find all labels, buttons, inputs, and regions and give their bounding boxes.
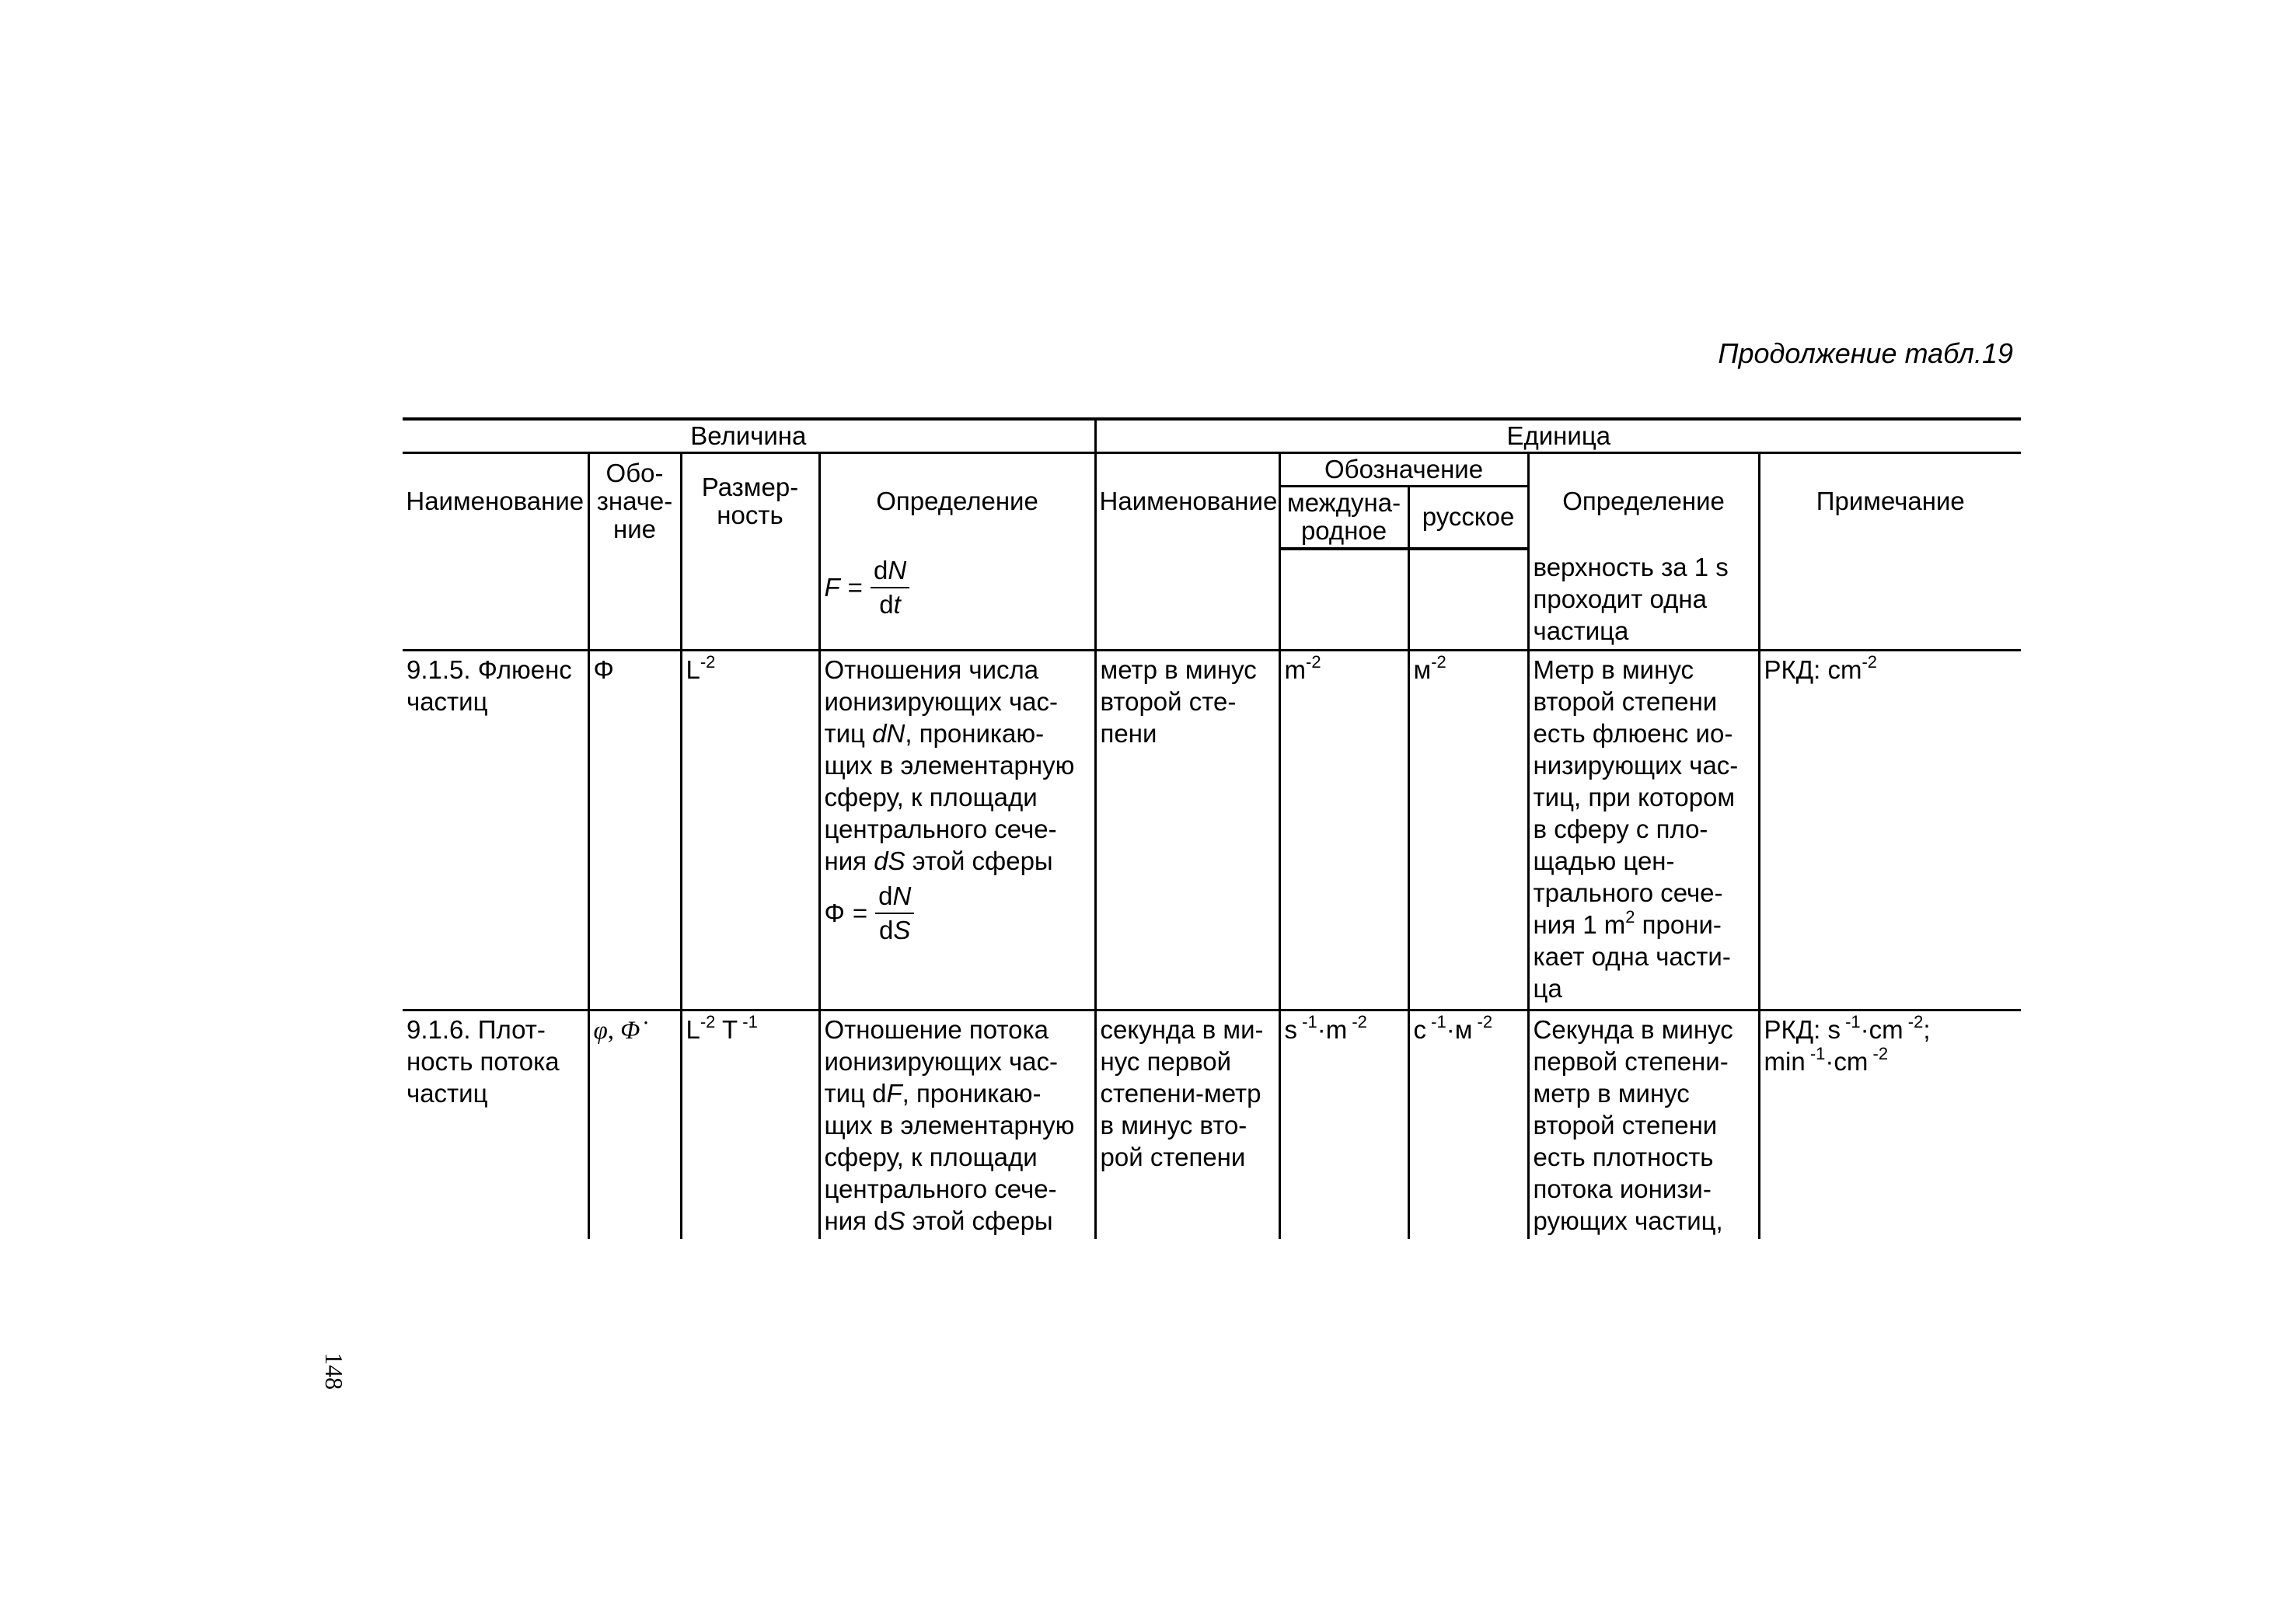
dimension-base: L — [686, 1014, 700, 1044]
unit-exponent: -1 — [1297, 1011, 1317, 1031]
variable-S: S — [888, 1206, 905, 1235]
text-run: ния d — [824, 1206, 888, 1235]
text-line: Отношение потока — [824, 1014, 1049, 1044]
text-line: щих в элементарную — [824, 750, 1075, 780]
header-quantity-definition: Определение — [819, 453, 1095, 549]
header-designation-russian: русское — [1408, 487, 1528, 549]
cell-unit-definition — [1528, 549, 1759, 651]
cell-empty — [1095, 549, 1279, 651]
formula-diff: d — [873, 555, 888, 585]
header-quantity-name: Наименование — [403, 453, 588, 549]
text-line: ионизирующих час- — [824, 1046, 1059, 1076]
cell-designation-russian — [1408, 650, 1528, 1010]
note-text: ; — [1923, 1014, 1931, 1044]
header-dimension-line: ность — [717, 500, 783, 529]
unit-exponent: -2 — [1431, 651, 1446, 672]
text-run: этой сферы — [905, 1206, 1053, 1235]
note-exponent: -1 — [1840, 1011, 1861, 1031]
text-line: 9.1.5. Флюенс — [407, 654, 572, 684]
text-line: центрального сече- — [824, 814, 1057, 843]
formula-fraction — [875, 881, 914, 945]
dimension-exponent: -1 — [738, 1011, 758, 1031]
cell-designation-russian — [1408, 1010, 1528, 1239]
variable-dN: dN — [872, 718, 905, 748]
text-line — [825, 1205, 1090, 1237]
text-run: этой сферы — [905, 846, 1053, 875]
table-row — [403, 650, 2021, 1010]
formula-lhs: F — [824, 573, 840, 602]
cell-empty — [403, 549, 588, 651]
cell-unit-name — [1095, 1010, 1279, 1239]
text-line: потока ионизи- — [1533, 1174, 1712, 1203]
header-international-line: междуна- — [1287, 488, 1401, 518]
unit-exponent: -2 — [1347, 1011, 1367, 1031]
text-line: центрального сече- — [824, 1174, 1057, 1203]
cell-unit-definition — [1528, 1010, 1759, 1239]
unit-base: ·м — [1446, 1014, 1473, 1044]
text-line: верхность за 1 s — [1533, 552, 1729, 581]
unit-exponent: -1 — [1426, 1011, 1446, 1031]
table-row — [403, 549, 2021, 651]
cell-empty — [681, 549, 819, 651]
formula-denominator — [879, 588, 901, 620]
text-line: частиц — [407, 686, 488, 716]
formula-variable: S — [893, 915, 911, 944]
text-line: ионизирующих час- — [824, 686, 1059, 716]
text-line — [825, 717, 1090, 749]
unit-base: m — [1284, 654, 1307, 684]
text-line: второй сте- — [1100, 686, 1237, 716]
text-line: в минус вто- — [1100, 1110, 1247, 1140]
formula-fraction — [871, 556, 909, 620]
text-line: тиц, при котором — [1533, 782, 1736, 811]
variable-F: F — [886, 1078, 902, 1108]
cell-dimension — [681, 650, 819, 1010]
note-text: min — [1764, 1046, 1806, 1076]
formula-equals: = — [852, 899, 868, 927]
text-line: трального сече- — [1533, 878, 1723, 907]
text-line: рующих частиц, — [1533, 1206, 1723, 1235]
formula-lhs: Φ — [824, 899, 845, 927]
header-international-line: родное — [1300, 516, 1387, 546]
formula-numerator — [871, 556, 909, 588]
cell-quantity-name — [403, 1010, 588, 1239]
symbol-separator: , — [607, 1016, 621, 1045]
formula-fluence — [825, 881, 915, 945]
units-table — [403, 417, 2021, 1239]
note-text: РКД: cm — [1764, 654, 1862, 684]
formula-denominator — [879, 914, 910, 945]
text-run: , проникаю- — [902, 1078, 1042, 1108]
formula-numerator — [875, 881, 914, 914]
text-line: рой степени — [1100, 1142, 1246, 1171]
unit-exponent: 2 — [1625, 906, 1635, 927]
text-line: сферу, к площади — [824, 1142, 1038, 1171]
header-designation-international — [1279, 487, 1408, 549]
text-line — [1764, 1045, 2018, 1077]
formula-diff: d — [878, 881, 893, 910]
text-line: метр в минус — [1100, 654, 1257, 684]
text-line: второй степени — [1533, 1110, 1718, 1140]
header-quantity-group: Величина — [403, 419, 1095, 453]
text-line: степени-метр — [1100, 1078, 1261, 1108]
header-symbol-line: значе- — [596, 486, 673, 515]
text-line: есть плотность — [1533, 1142, 1714, 1171]
unit-base: м — [1413, 654, 1432, 684]
header-symbol-line: ние — [612, 514, 656, 543]
unit-base: с — [1413, 1014, 1427, 1044]
symbol-phi: Φ — [593, 654, 614, 684]
dimension-base: T — [715, 1014, 738, 1044]
text-line: второй степени — [1533, 686, 1718, 716]
text-line: низирующих час- — [1533, 750, 1739, 780]
text-run: ния — [824, 846, 874, 875]
text-line: пени — [1100, 718, 1157, 748]
dimension-base: L — [686, 654, 700, 684]
cell-unit-definition — [1528, 650, 1759, 1010]
text-line: проходит одна — [1533, 584, 1707, 613]
text-line — [1764, 1011, 2018, 1045]
unit-exponent: -2 — [1472, 1011, 1493, 1031]
formula-diff: d — [879, 915, 894, 944]
cell-empty — [1408, 549, 1528, 651]
note-text: РКД: s — [1764, 1014, 1841, 1044]
page-number: 148 — [320, 1352, 348, 1390]
cell-designation-international — [1279, 650, 1408, 1010]
text-line: метр в минус — [1533, 1078, 1690, 1108]
unit-base: ·m — [1317, 1014, 1348, 1044]
header-dimension-line: Размер- — [701, 472, 799, 501]
text-line: в сферу с пло- — [1533, 814, 1708, 843]
text-line: щадью цен- — [1533, 846, 1675, 875]
symbol-phi-dot: Φ̇ — [620, 1016, 640, 1045]
text-line — [825, 1077, 1090, 1109]
formula-variable: N — [888, 555, 907, 585]
text-run: ния 1 m — [1533, 909, 1626, 939]
text-line — [825, 845, 1090, 877]
text-line: нус первой — [1100, 1046, 1232, 1076]
text-line: частиц — [407, 1078, 488, 1108]
symbol-phi-lower: φ — [593, 1016, 608, 1045]
header-unit-name: Наименование — [1095, 453, 1279, 549]
cell-dimension — [681, 1010, 819, 1239]
header-unit-designation: Обозначение — [1279, 453, 1528, 487]
text-run: , проникаю- — [905, 718, 1045, 748]
header-unit-group: Единица — [1095, 419, 2021, 453]
text-line: кает одна части- — [1533, 941, 1731, 971]
note-exponent: -2 — [1868, 1043, 1889, 1063]
unit-base: s — [1284, 1014, 1298, 1044]
cell-note — [1759, 1010, 2021, 1239]
formula-flux — [825, 556, 910, 620]
dimension-exponent: -2 — [700, 1011, 716, 1031]
note-text: ·cm — [1825, 1046, 1869, 1076]
note-exponent: -2 — [1862, 651, 1878, 672]
text-line: ца — [1533, 973, 1562, 1003]
formula-diff: d — [879, 589, 894, 619]
note-exponent: -1 — [1805, 1043, 1826, 1063]
header-symbol-line: Обо- — [605, 458, 664, 487]
text-run: прони- — [1635, 909, 1722, 939]
text-line — [1533, 906, 1754, 941]
text-run: тиц — [824, 718, 873, 748]
text-line: Секунда в минус — [1533, 1014, 1733, 1044]
text-line: щих в элементарную — [824, 1110, 1075, 1140]
text-line: есть флюенс ио- — [1533, 718, 1733, 748]
cell-empty — [1279, 549, 1408, 651]
note-text: ·cm — [1860, 1014, 1903, 1044]
cell-note — [1759, 650, 2021, 1010]
cell-quantity-definition — [819, 650, 1095, 1010]
text-line: Отношения числа — [824, 654, 1039, 684]
cell-definition-formula — [819, 549, 1095, 651]
formula-equals: = — [847, 573, 863, 602]
text-line: секунда в ми- — [1100, 1014, 1264, 1044]
formula-variable: N — [892, 881, 912, 910]
cell-quantity-name — [403, 650, 588, 1010]
cell-designation-international — [1279, 1010, 1408, 1239]
header-unit-note: Примечание — [1759, 453, 2021, 549]
text-line: Метр в минус — [1533, 654, 1694, 684]
text-line: ность потока — [407, 1046, 560, 1076]
cell-unit-name — [1095, 650, 1279, 1010]
cell-quantity-definition — [819, 1010, 1095, 1239]
cell-empty — [588, 549, 681, 651]
note-exponent: -2 — [1903, 1011, 1924, 1031]
header-quantity-dimension — [681, 453, 819, 549]
formula-variable: t — [893, 589, 901, 619]
table-row — [403, 1010, 2021, 1239]
table-continuation-caption: Продолжение табл.19 — [1718, 337, 2013, 369]
text-line: первой степени- — [1533, 1046, 1729, 1076]
text-line: 9.1.6. Плот- — [407, 1014, 546, 1044]
cell-empty — [1759, 549, 2021, 651]
text-line: частица — [1533, 616, 1629, 645]
unit-exponent: -2 — [1306, 651, 1321, 672]
variable-dS: dS — [874, 846, 905, 875]
header-unit-definition: Определение — [1528, 453, 1759, 549]
text-line: сферу, к площади — [824, 782, 1038, 811]
cell-quantity-symbol — [588, 650, 681, 1010]
cell-quantity-symbol — [588, 1010, 681, 1239]
dimension-exponent: -2 — [700, 651, 716, 672]
text-run: тиц d — [824, 1078, 887, 1108]
header-quantity-symbol — [588, 453, 681, 549]
